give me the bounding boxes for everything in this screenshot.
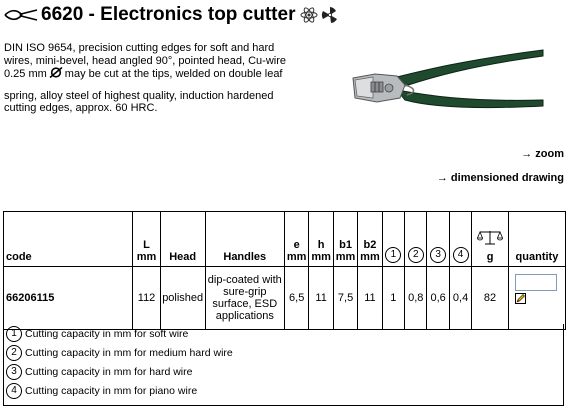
legend-text: Cutting capacity in mm for medium hard wire <box>25 346 233 359</box>
header-unit: mm <box>136 251 157 263</box>
quantity-input[interactable] <box>515 274 557 291</box>
cell-b2: 11 <box>358 267 382 330</box>
cell-capacity-4: 0,4 <box>449 267 471 330</box>
description-line: wires, mini-bevel, head angled 90°, pointed head, Cu-wire <box>4 54 287 67</box>
header-unit: mm <box>335 251 356 263</box>
zoom-link-label: zoom <box>535 148 564 160</box>
order-pencil-icon[interactable] <box>515 293 526 304</box>
legend-text: Cutting capacity in mm for hard wire <box>25 365 193 378</box>
header-unit: mm <box>286 251 307 263</box>
col-header-capacity-4 <box>449 212 471 267</box>
atom-icon <box>300 6 318 24</box>
circled-number-icon: 2 <box>408 247 424 263</box>
page-title: 6620 - Electronics top cutter <box>41 4 296 25</box>
col-header-code: code <box>4 212 133 267</box>
cell-length: 112 <box>133 267 160 330</box>
diameter-icon <box>49 67 63 78</box>
cell-head: polished <box>160 267 205 330</box>
cell-code: 66206115 <box>4 267 133 330</box>
esd-fan-icon <box>321 6 339 24</box>
header-label: e <box>293 239 300 251</box>
legend <box>3 324 564 406</box>
circled-number-icon: 3 <box>430 247 446 263</box>
arrow-right-icon: → <box>436 172 448 184</box>
col-header-capacity-1 <box>382 212 404 267</box>
header-label: L <box>143 239 150 251</box>
table-row <box>4 267 566 330</box>
description-text: may be cut at the tips, welded on double leaf <box>64 68 283 80</box>
cell-h: 11 <box>309 267 333 330</box>
header-unit: mm <box>360 251 380 263</box>
cell-handles: dip-coated with sure-grip surface, ESD applications <box>205 267 284 330</box>
legend-text: Cutting capacity in mm for piano wire <box>25 384 198 397</box>
header-label: b2 <box>363 239 377 251</box>
circled-number-icon: 4 <box>453 247 469 263</box>
spec-table <box>3 211 566 330</box>
description-line: cutting edges, approx. 60 HRC. <box>4 102 158 114</box>
plier-icon <box>4 6 38 24</box>
circled-number-icon: 1 <box>385 247 401 263</box>
col-header-weight <box>472 212 509 267</box>
col-header-handles: Handles <box>205 212 284 267</box>
title-row <box>4 2 339 28</box>
col-header-b1 <box>333 212 357 267</box>
cell-weight: 82 <box>472 267 509 330</box>
dimensioned-drawing-link-label: dimensioned drawing <box>450 172 564 184</box>
col-header-quantity: quantity <box>508 212 565 267</box>
product-image[interactable] <box>345 40 545 120</box>
legend-item <box>4 343 563 362</box>
cell-b1: 7,5 <box>333 267 357 330</box>
description-line: spring, alloy steel of highest quality, induction hardened <box>4 89 274 102</box>
legend-item <box>4 362 563 381</box>
dimensioned-drawing-link[interactable] <box>437 172 564 184</box>
table-header-row <box>4 212 566 267</box>
col-header-b2 <box>358 212 382 267</box>
header-label: h <box>317 239 325 251</box>
scale-icon <box>477 229 503 245</box>
cell-quantity <box>508 267 565 330</box>
circled-number-icon: 3 <box>6 364 22 380</box>
col-header-head: Head <box>160 212 205 267</box>
header-label: g <box>486 251 494 263</box>
legend-text: Cutting capacity in mm for soft wire <box>25 327 189 340</box>
description-text: 0.25 mm <box>4 68 47 80</box>
col-header-e <box>284 212 308 267</box>
col-header-length <box>133 212 160 267</box>
product-description <box>4 42 294 115</box>
description-line <box>4 67 294 81</box>
cell-e: 6,5 <box>284 267 308 330</box>
arrow-right-icon: → <box>521 148 533 160</box>
circled-number-icon: 4 <box>6 383 22 399</box>
description-line: DIN ISO 9654, precision cutting edges for soft and hard <box>4 42 275 54</box>
legend-item <box>4 324 563 343</box>
circled-number-icon: 2 <box>6 345 22 361</box>
cell-capacity-1: 1 <box>382 267 404 330</box>
cell-capacity-2: 0,8 <box>405 267 427 330</box>
cell-capacity-3: 0,6 <box>427 267 449 330</box>
header-label: b1 <box>339 239 352 251</box>
circled-number-icon: 1 <box>6 326 22 342</box>
header-unit: mm <box>311 251 331 263</box>
col-header-h <box>309 212 333 267</box>
col-header-capacity-3 <box>427 212 449 267</box>
legend-item <box>4 381 563 400</box>
col-header-capacity-2 <box>405 212 427 267</box>
zoom-link[interactable] <box>521 148 564 160</box>
